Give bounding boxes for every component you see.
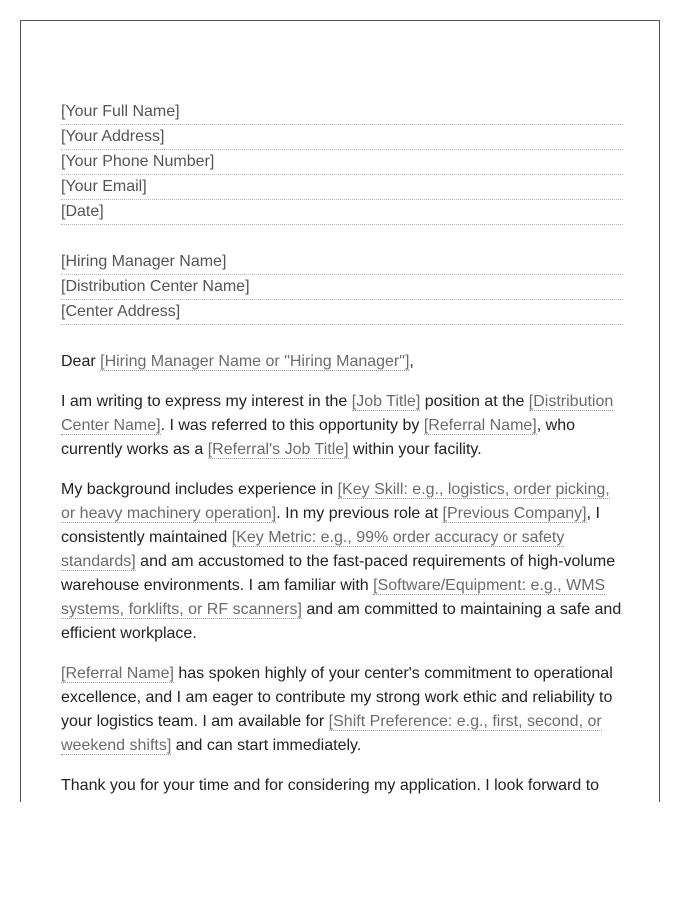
para3-text-2: and can start immediately. bbox=[171, 737, 362, 754]
sender-address[interactable]: [Your Address] bbox=[61, 125, 623, 150]
referral-name-placeholder-2[interactable]: [Referral Name] bbox=[61, 665, 174, 682]
para2-text-2: . In my previous role at bbox=[276, 505, 443, 522]
sender-full-name[interactable]: [Your Full Name] bbox=[61, 100, 623, 125]
letter-content bbox=[61, 100, 623, 798]
para2-text-3: , I consistently maintained bbox=[61, 505, 600, 546]
sender-phone[interactable]: [Your Phone Number] bbox=[61, 150, 623, 175]
para2-text-1: My background includes experience in bbox=[61, 481, 338, 498]
para1-text-3: . I was referred to this opportunity by bbox=[160, 417, 424, 434]
software-equipment-placeholder[interactable]: [Software/Equipment: e.g., WMS systems, forklifts, or RF scanners] bbox=[61, 577, 606, 618]
paragraph-referral bbox=[61, 662, 623, 758]
salutation-prefix: Dear bbox=[61, 353, 101, 370]
para1-text-4: , who currently works as a bbox=[61, 417, 575, 458]
recipient-center-address[interactable]: [Center Address] bbox=[61, 300, 623, 325]
salutation-name-placeholder[interactable]: [Hiring Manager Name or "Hiring Manager"] bbox=[100, 353, 410, 370]
paragraph-intro bbox=[61, 390, 623, 462]
recipient-center-name[interactable]: [Distribution Center Name] bbox=[61, 275, 623, 300]
para1-text-1: I am writing to express my interest in the bbox=[61, 393, 352, 410]
para3-text-1: has spoken highly of your center's commitment to operational excellence, and I am eager to contribute my strong work ethic and reliability to your logistics team. I am available for bbox=[61, 665, 613, 730]
sender-email[interactable]: [Your Email] bbox=[61, 175, 623, 200]
letter-page bbox=[20, 20, 660, 802]
referral-job-title-placeholder[interactable]: [Referral's Job Title] bbox=[207, 441, 349, 458]
para1-text-5: within your facility. bbox=[348, 441, 482, 458]
block-spacer bbox=[61, 225, 623, 250]
para2-text-5: and am committed to maintaining a safe and efficient workplace. bbox=[61, 601, 622, 642]
key-metric-placeholder[interactable]: [Key Metric: e.g., 99% order accuracy or safety standards] bbox=[61, 529, 565, 570]
para4-text-1: Thank you for your time and for considering my application. I look forward to bbox=[61, 777, 600, 794]
previous-company-placeholder[interactable]: [Previous Company] bbox=[442, 505, 587, 522]
para1-text-2: position at the bbox=[420, 393, 529, 410]
center-name-placeholder[interactable]: [Distribution Center Name] bbox=[61, 393, 614, 434]
shift-preference-placeholder[interactable]: [Shift Preference: e.g., first, second, or weekend shifts] bbox=[61, 713, 602, 754]
paragraph-closing bbox=[61, 774, 623, 798]
referral-name-placeholder[interactable]: [Referral Name] bbox=[423, 417, 537, 434]
para2-text-4: and am accustomed to the fast-paced requirements of high-volume warehouse environments. I am familiar with bbox=[61, 553, 616, 594]
recipient-manager-name[interactable]: [Hiring Manager Name] bbox=[61, 250, 623, 275]
salutation-suffix: , bbox=[409, 353, 414, 370]
letter-date[interactable]: [Date] bbox=[61, 200, 623, 225]
job-title-placeholder[interactable]: [Job Title] bbox=[351, 393, 421, 410]
sender-block bbox=[61, 100, 623, 225]
salutation bbox=[61, 350, 623, 374]
recipient-block bbox=[61, 250, 623, 325]
paragraph-background bbox=[61, 478, 623, 646]
key-skill-placeholder[interactable]: [Key Skill: e.g., logistics, order picking, or heavy machinery operation] bbox=[61, 481, 610, 522]
